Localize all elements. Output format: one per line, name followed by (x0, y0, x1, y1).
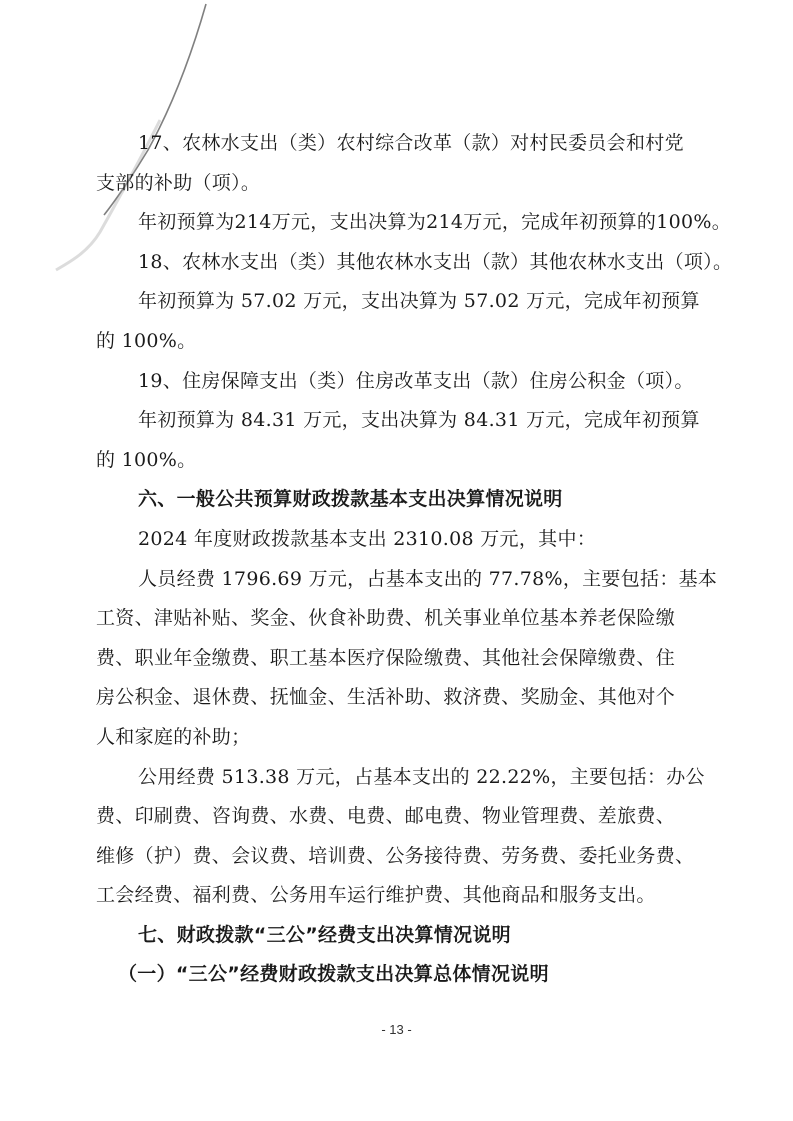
item-17-title-cont: 支部的补助（项）。 (96, 171, 261, 194)
personnel-expense-line-2: 工资、津贴补贴、奖金、伙食补助费、机关事业单位基本养老保险缴 (96, 607, 676, 630)
page-number: - 13 - (381, 1022, 412, 1037)
item-19-budget: 年初预算为 84.31 万元，支出决算为 84.31 万元，完成年初预算 (138, 409, 700, 432)
section-7-heading: 七、财政拨款“三公”经费支出决算情况说明 (138, 923, 511, 946)
public-expense-line-3: 维修（护）费、会议费、培训费、公务接待费、劳务费、委托业务费、 (96, 844, 695, 867)
personnel-expense-line-3: 费、职业年金缴费、职工基本医疗保险缴费、其他社会保障缴费、住 (96, 646, 676, 669)
document-body (96, 124, 733, 995)
public-expense-line-4: 工会经费、福利费、公务用车运行维护费、其他商品和服务支出。 (96, 884, 656, 907)
item-19-title: 19、住房保障支出（类）住房改革支出（款）住房公积金（项）。 (138, 369, 694, 392)
item-17-title: 17、农林水支出（类）农村综合改革（款）对村民委员会和村党 (138, 132, 684, 154)
basic-expenditure-total: 2024 年度财政拨款基本支出 2310.08 万元，其中： (138, 527, 597, 550)
item-19-budget-cont: 的 100%。 (96, 448, 197, 471)
section-7-1-heading: （一）“三公”经费财政拨款支出决算总体情况说明 (118, 963, 549, 986)
personnel-expense-line-1: 人员经费 1796.69 万元，占基本支出的 77.78%，主要包括：基本 (138, 567, 718, 590)
section-6-heading: 六、一般公共预算财政拨款基本支出决算情况说明 (138, 488, 563, 511)
personnel-expense-line-4: 房公积金、退休费、抚恤金、生活补助、救济费、奖励金、其他对个 (96, 686, 676, 709)
public-expense-line-1: 公用经费 513.38 万元，占基本支出的 22.22%，主要包括：办公 (138, 765, 705, 788)
item-18-budget-cont: 的 100%。 (96, 329, 197, 352)
item-18-title: 18、农林水支出（类）其他农林水支出（款）其他农林水支出（项）。 (138, 250, 733, 273)
item-17-budget: 年初预算为214万元，支出决算为214万元，完成年初预算的100%。 (138, 211, 732, 234)
personnel-expense-line-5: 人和家庭的补助； (96, 725, 251, 748)
public-expense-line-2: 费、印刷费、咨询费、水费、电费、邮电费、物业管理费、差旅费、 (96, 805, 676, 828)
item-18-budget: 年初预算为 57.02 万元，支出决算为 57.02 万元，完成年初预算 (138, 290, 700, 313)
